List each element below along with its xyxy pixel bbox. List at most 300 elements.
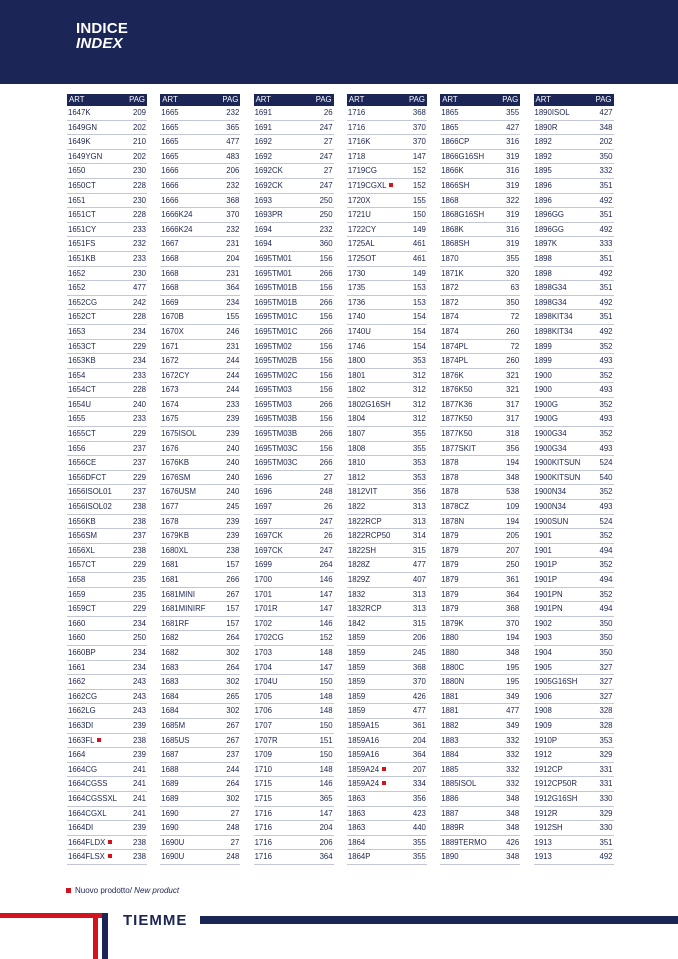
- index-row: [534, 471, 614, 486]
- article-code: [535, 121, 558, 136]
- article-code: [68, 471, 106, 486]
- page-number: 350: [599, 647, 613, 657]
- page-number: 194: [506, 458, 520, 468]
- article-code: [161, 296, 178, 311]
- index-row: [254, 369, 334, 384]
- index-row: [254, 252, 334, 267]
- index-row: [347, 558, 427, 573]
- article-code: [255, 544, 283, 559]
- article-code-text: 1716: [254, 852, 272, 862]
- index-row: [534, 310, 614, 325]
- page-number: 364: [506, 589, 520, 599]
- index-row: [347, 763, 427, 778]
- page-number: 248: [226, 852, 240, 862]
- page-number: 26: [323, 108, 333, 117]
- article-code: [348, 631, 365, 646]
- article-code: [441, 500, 469, 515]
- article-code-text: 1879: [441, 604, 459, 614]
- article-code: [161, 325, 184, 340]
- article-code: [348, 719, 379, 734]
- article-code-text: 1878: [441, 487, 459, 497]
- page-number: 319: [506, 151, 520, 161]
- article-code-text: 1885ISOL: [441, 779, 477, 789]
- article-code-text: 1880: [441, 647, 459, 657]
- index-row: [254, 427, 334, 442]
- article-code-text: 1900: [534, 385, 552, 395]
- index-row: [160, 661, 240, 676]
- article-code: [535, 398, 558, 413]
- article-code-text: 1900N34: [534, 502, 567, 512]
- index-row: [254, 690, 334, 705]
- page-number: 350: [599, 151, 613, 161]
- article-code-text: 1690: [161, 808, 179, 818]
- page-number: 353: [599, 735, 613, 745]
- index-row: [534, 252, 614, 267]
- index-row: [67, 763, 147, 778]
- article-code: [255, 135, 272, 150]
- article-code: [535, 135, 552, 150]
- article-code: [255, 602, 278, 617]
- page-number: 328: [599, 720, 613, 730]
- index-row: [534, 208, 614, 223]
- index-row: [160, 194, 240, 209]
- page-number: 149: [412, 224, 426, 234]
- article-code: [161, 617, 189, 632]
- article-code-text: 1681: [161, 575, 179, 584]
- article-code: [348, 135, 371, 150]
- index-row: [534, 456, 614, 471]
- page-number: 239: [226, 531, 240, 541]
- index-row: [254, 704, 334, 719]
- article-code: [348, 340, 365, 355]
- article-code: [68, 485, 112, 500]
- index-row: [534, 354, 614, 369]
- article-code: [255, 310, 298, 325]
- page-number: 156: [319, 356, 333, 366]
- article-code-text: 1690U: [161, 837, 185, 847]
- page-number: 492: [599, 224, 613, 234]
- page-number: 156: [319, 385, 333, 395]
- article-code-text: 1890ISOL: [534, 108, 570, 117]
- article-code: [348, 588, 365, 603]
- index-row: [534, 442, 614, 457]
- page-number: 156: [319, 283, 333, 293]
- page-number: 237: [132, 458, 146, 468]
- article-code-text: 1900N34: [534, 487, 567, 497]
- article-code: [68, 208, 96, 223]
- page-number: 238: [132, 516, 146, 526]
- article-code: [535, 719, 552, 734]
- page-number: 194: [506, 633, 520, 643]
- article-code: [441, 237, 469, 252]
- article-code: [161, 850, 184, 865]
- new-product-marker-icon: [66, 888, 71, 893]
- index-row: [254, 573, 334, 588]
- article-code-text: 1663DI: [68, 720, 94, 730]
- page-number: 206: [226, 166, 240, 176]
- index-row: [254, 515, 334, 530]
- page-number: 234: [132, 662, 146, 672]
- index-row: [160, 821, 240, 836]
- article-code: [68, 121, 97, 136]
- article-code-text: 1718: [347, 151, 366, 161]
- article-code: [348, 675, 365, 690]
- article-code-text: 1808: [347, 443, 366, 453]
- article-code-text: 1658: [68, 575, 86, 584]
- index-row: [534, 704, 614, 719]
- index-row: [440, 267, 520, 282]
- page-number: 238: [132, 545, 146, 555]
- index-row: [254, 734, 334, 749]
- article-code-text: 1656KB: [68, 516, 96, 526]
- article-code-text: 1859: [347, 691, 366, 701]
- index-row: [534, 631, 614, 646]
- article-code-text: 1740: [347, 312, 366, 322]
- article-code: [68, 719, 93, 734]
- page-number: 328: [599, 706, 613, 716]
- article-code-text: 1870: [441, 253, 459, 263]
- article-code-text: 1695TM01C: [254, 312, 298, 322]
- page-number: 237: [132, 487, 146, 497]
- index-row: [67, 179, 147, 194]
- article-code: [68, 777, 107, 792]
- index-row: [347, 340, 427, 355]
- article-code: [348, 558, 370, 573]
- index-row: [254, 807, 334, 822]
- article-code-text: 1722CY: [347, 224, 377, 234]
- index-row: [347, 194, 427, 209]
- page-number: 477: [506, 706, 520, 716]
- page-number: 461: [412, 253, 426, 263]
- index-row: [67, 237, 147, 252]
- article-code: [161, 456, 189, 471]
- page-number: 230: [132, 268, 146, 278]
- index-row: [534, 121, 614, 136]
- page-number: 348: [599, 122, 613, 132]
- article-code-text: 1900: [534, 370, 552, 380]
- page-number: 228: [132, 385, 146, 395]
- page-number: 327: [599, 662, 613, 672]
- page-number: 370: [412, 122, 426, 132]
- page-number: 233: [132, 224, 146, 234]
- page-number: 156: [319, 414, 333, 424]
- article-code-text: 1868G16SH: [441, 210, 485, 220]
- article-code-text: 1716: [254, 837, 272, 847]
- page-number: 238: [132, 735, 146, 745]
- page-number: 231: [226, 341, 240, 351]
- article-code: [348, 617, 365, 632]
- index-row: [440, 690, 520, 705]
- page-number: 242: [132, 297, 146, 307]
- article-code: [68, 383, 96, 398]
- index-row: [534, 690, 614, 705]
- index-row: [534, 602, 614, 617]
- page-number: 329: [599, 750, 613, 760]
- page-number: 264: [226, 779, 240, 789]
- page-number: 150: [412, 210, 426, 220]
- article-code: [348, 602, 382, 617]
- footer-bar: [200, 916, 678, 924]
- article-code: [535, 354, 552, 369]
- index-row: [440, 631, 520, 646]
- article-code: [255, 252, 292, 267]
- article-code-text: 1912R: [534, 808, 558, 818]
- article-code: [68, 836, 112, 851]
- article-code: [441, 792, 458, 807]
- page-number: 150: [319, 720, 333, 730]
- article-code: [255, 296, 297, 311]
- page-number: 206: [319, 837, 333, 847]
- article-code-text: 1692: [254, 151, 272, 161]
- article-code-text: 1647K: [68, 108, 91, 117]
- article-code: [441, 208, 484, 223]
- index-row: [440, 252, 520, 267]
- article-code: [161, 646, 178, 661]
- index-row: [440, 573, 520, 588]
- article-code-text: 1859: [347, 647, 366, 657]
- index-row: [67, 135, 147, 150]
- article-code-text: 1900G: [534, 399, 558, 409]
- article-code-text: 1666K24: [161, 224, 193, 234]
- page-number: 477: [226, 137, 240, 147]
- article-code-text: 1899: [534, 356, 552, 366]
- article-code-text: 1692CK: [254, 180, 283, 190]
- page-number: 355: [412, 429, 426, 439]
- article-code: [348, 836, 365, 851]
- article-code: [161, 106, 178, 121]
- article-code-text: 1691: [254, 108, 272, 117]
- index-row: [440, 194, 520, 209]
- page-number: 156: [319, 443, 333, 453]
- page-number: 250: [319, 195, 333, 205]
- article-code-text: 1822SH: [347, 545, 377, 555]
- article-code: [68, 179, 96, 194]
- page-number: 204: [226, 253, 240, 263]
- page-number: 202: [132, 122, 146, 132]
- page-number: 312: [412, 399, 426, 409]
- article-code: [348, 748, 379, 763]
- article-code-text: 1662LG: [68, 706, 96, 716]
- index-row: [347, 573, 427, 588]
- article-code: [348, 325, 371, 340]
- article-code-text: 1866SH: [441, 180, 470, 190]
- page-number: 360: [319, 239, 333, 249]
- article-code-text: 1704U: [254, 677, 278, 687]
- index-row: [534, 325, 614, 340]
- page-number: 232: [132, 239, 146, 249]
- article-code: [348, 398, 391, 413]
- page-number: 266: [319, 297, 333, 307]
- article-code: [255, 515, 272, 530]
- index-row: [347, 544, 427, 559]
- page-number: 352: [599, 487, 613, 497]
- article-code-text: 1812VIT: [347, 487, 378, 497]
- page-number: 461: [412, 239, 426, 249]
- article-code-text: 1900KITSUN: [534, 472, 581, 482]
- article-code-text: 1695TM02B: [254, 356, 298, 366]
- article-code: [441, 442, 476, 457]
- page-number: 152: [412, 180, 426, 190]
- article-code-text: 1896GG: [534, 224, 564, 234]
- article-code-text: 1889R: [441, 823, 465, 833]
- index-row: [160, 296, 240, 311]
- article-code-text: 1898KIT34: [534, 326, 573, 336]
- article-code: [161, 690, 178, 705]
- article-code-text: 1859A16: [347, 750, 380, 760]
- legend-label-it: Nuovo prodotto/: [75, 886, 132, 895]
- page-number: 232: [319, 224, 333, 234]
- index-row: [67, 121, 147, 136]
- article-code: [255, 631, 284, 646]
- column-header: [160, 94, 240, 106]
- page-number: 350: [506, 297, 520, 307]
- index-column: [160, 94, 240, 865]
- article-code-text: 1878N: [441, 516, 465, 526]
- article-code-text: 1655CT: [68, 429, 96, 439]
- page-number: 228: [132, 180, 146, 190]
- page-number: 264: [226, 662, 240, 672]
- article-code-text: 1866K: [441, 166, 464, 176]
- article-code: [161, 412, 178, 427]
- index-row: [347, 179, 427, 194]
- article-code: [535, 164, 552, 179]
- index-row: [440, 734, 520, 749]
- article-code-text: 1668: [161, 283, 179, 293]
- article-code-text: 1901: [534, 531, 552, 541]
- page-number: 72: [510, 341, 520, 351]
- article-code-text: 1695TM01: [254, 268, 292, 278]
- article-code-text: 1879K: [441, 618, 464, 628]
- article-code-text: 1684: [161, 706, 179, 716]
- index-row: [347, 471, 427, 486]
- index-row: [440, 383, 520, 398]
- page-number: 207: [506, 545, 520, 555]
- index-row: [534, 529, 614, 544]
- header-pag: PAG: [222, 95, 239, 104]
- article-code-text: 1901: [534, 545, 552, 555]
- index-row: [160, 471, 240, 486]
- index-row: [67, 150, 147, 165]
- article-code-text: 1667: [161, 239, 179, 249]
- index-row: [347, 704, 427, 719]
- article-code-text: 1652: [68, 268, 86, 278]
- article-code: [161, 821, 178, 836]
- index-row: [534, 340, 614, 355]
- index-row: [347, 690, 427, 705]
- page-number: 237: [226, 750, 240, 760]
- index-row: [440, 821, 520, 836]
- page-number: 233: [132, 414, 146, 424]
- article-code: [348, 807, 365, 822]
- article-code: [535, 646, 552, 661]
- index-row: [347, 310, 427, 325]
- page-number: 492: [599, 195, 613, 205]
- index-row: [534, 558, 614, 573]
- page-number: 370: [412, 137, 426, 147]
- index-row: [160, 573, 240, 588]
- index-row: [440, 471, 520, 486]
- index-row: [534, 792, 614, 807]
- article-code: [68, 631, 85, 646]
- article-code-text: 1879: [441, 589, 459, 599]
- page-number: 27: [323, 472, 333, 482]
- index-row: [440, 179, 520, 194]
- article-code: [441, 106, 458, 121]
- article-code-text: 1695TM02C: [254, 370, 298, 380]
- article-code-text: 1653KB: [68, 356, 96, 366]
- article-code-text: 1687: [161, 750, 179, 760]
- article-code-text: 1702: [254, 618, 272, 628]
- article-code: [535, 383, 552, 398]
- index-row: [67, 296, 147, 311]
- article-code-text: 1681: [161, 560, 179, 570]
- article-code: [441, 296, 458, 311]
- article-code-text: 1664FLSX: [68, 852, 105, 862]
- page-number: 330: [599, 793, 613, 803]
- index-row: [347, 281, 427, 296]
- article-code: [68, 661, 85, 676]
- article-code-text: 1679KB: [161, 531, 190, 541]
- article-code: [535, 661, 552, 676]
- page-number: 250: [132, 633, 146, 643]
- article-code: [161, 807, 178, 822]
- article-code: [255, 383, 292, 398]
- article-code-text: 1897K: [534, 239, 558, 249]
- page-number: 352: [599, 531, 613, 541]
- article-code: [348, 777, 386, 792]
- index-row: [440, 354, 520, 369]
- index-row: [534, 150, 614, 165]
- index-row: [160, 223, 240, 238]
- page-number: 204: [412, 735, 426, 745]
- page-number: 356: [412, 487, 426, 497]
- page-number: 319: [506, 180, 520, 190]
- article-code-text: 1736: [347, 297, 366, 307]
- page-number: 228: [132, 312, 146, 322]
- page-number: 234: [132, 647, 146, 657]
- page-number: 313: [412, 502, 426, 512]
- article-code-text: 1898: [534, 268, 552, 278]
- index-row: [67, 383, 147, 398]
- article-code: [255, 281, 297, 296]
- page-number: 350: [599, 618, 613, 628]
- index-row: [160, 427, 240, 442]
- article-code: [68, 602, 96, 617]
- page-number: 150: [319, 677, 333, 687]
- article-code: [255, 836, 272, 851]
- article-code: [441, 807, 458, 822]
- article-code: [348, 354, 365, 369]
- article-code: [255, 748, 272, 763]
- page-number: 247: [319, 180, 333, 190]
- article-code: [68, 150, 102, 165]
- page-number: 266: [319, 268, 333, 278]
- index-row: [160, 237, 240, 252]
- article-code-text: 1863: [347, 823, 366, 833]
- page-number: 302: [226, 706, 240, 716]
- page-number: 156: [319, 253, 333, 263]
- article-code-text: 1906: [534, 691, 552, 701]
- article-code-text: 1664CGXL: [68, 808, 107, 818]
- article-code-text: 1822RCP50: [347, 531, 391, 541]
- index-row: [440, 792, 520, 807]
- index-row: [254, 602, 334, 617]
- page-number: 152: [319, 633, 333, 643]
- page-number: 351: [599, 180, 613, 190]
- article-code-text: 1898G34: [534, 283, 567, 293]
- page-number: 237: [132, 443, 146, 453]
- page-number: 207: [412, 764, 426, 774]
